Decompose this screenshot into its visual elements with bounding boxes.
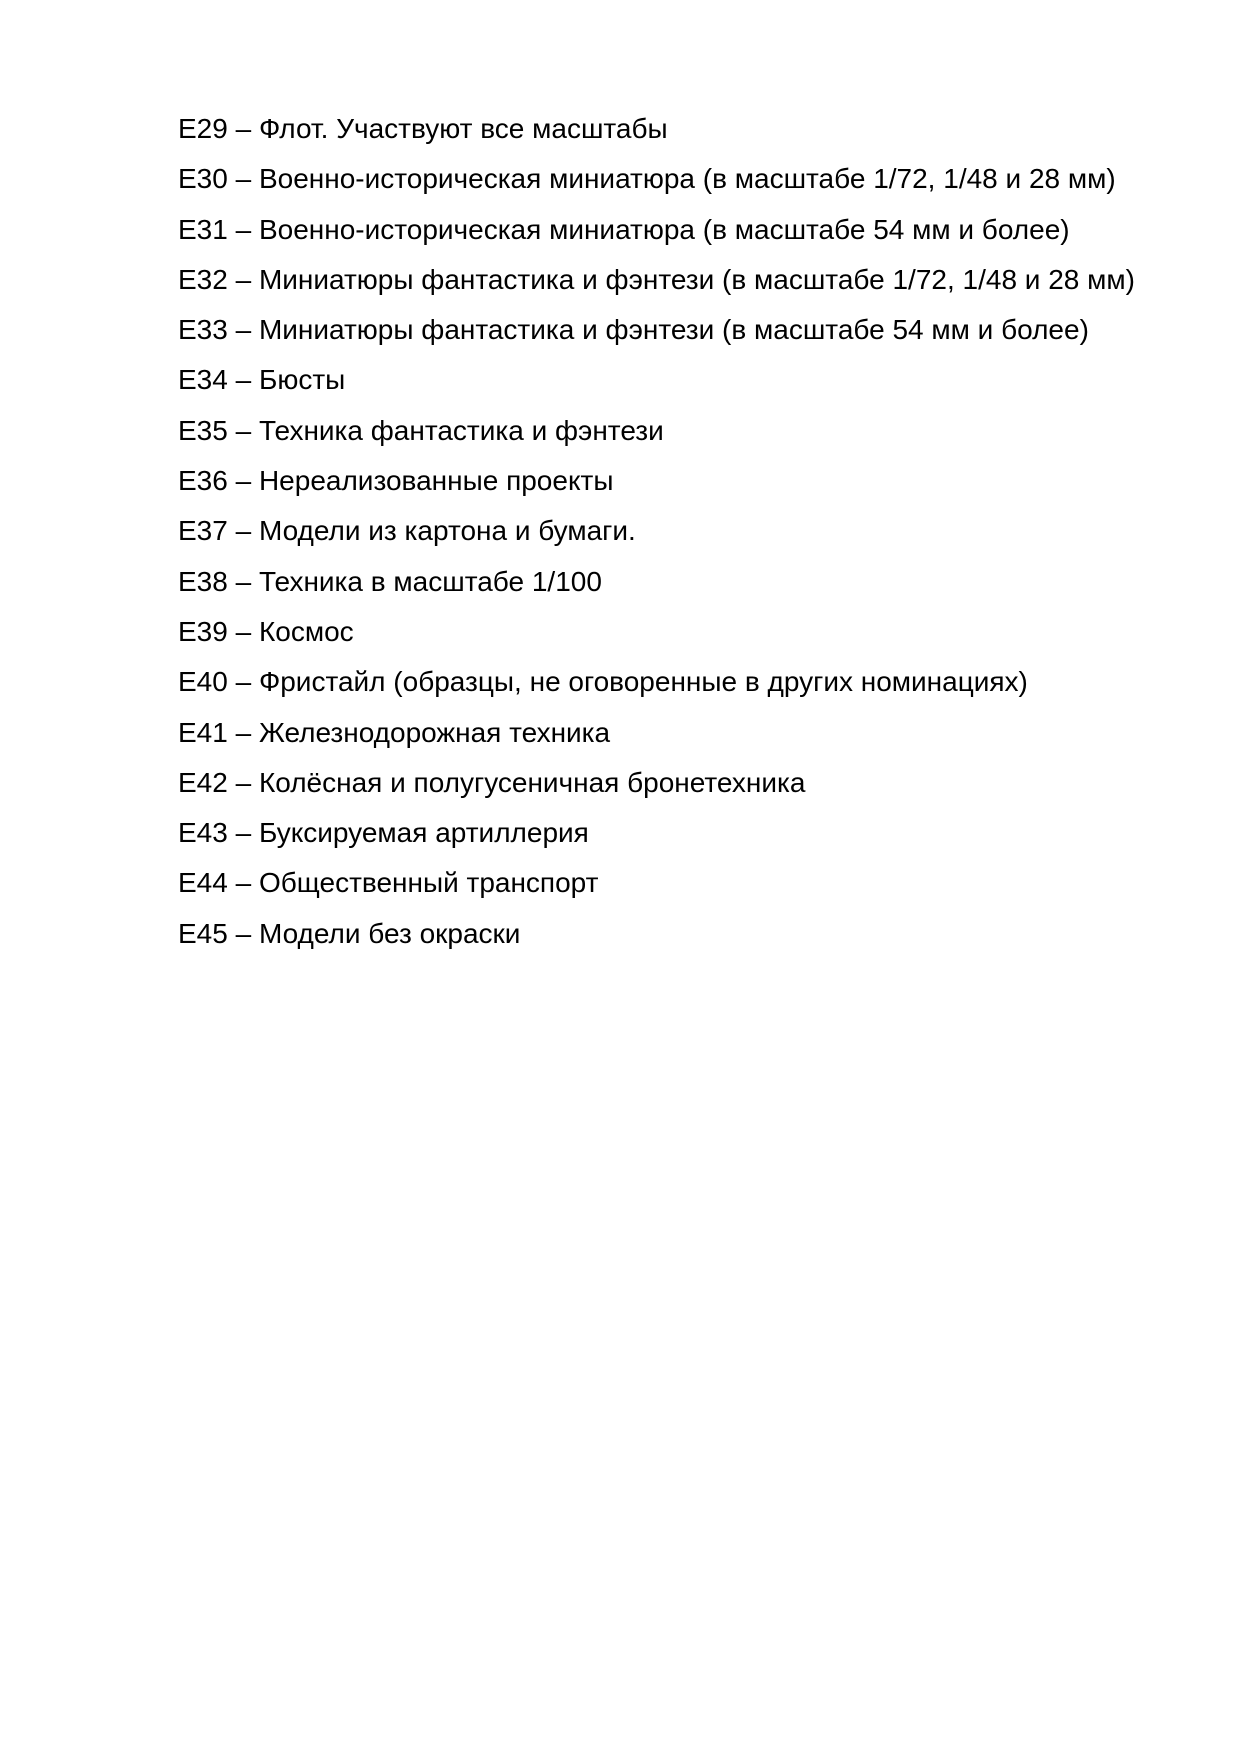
list-item-e38: E38 – Техника в масштабе 1/100 [178,565,602,597]
list-item-e35: E35 – Техника фантастика и фэнтези [178,414,664,446]
list-item-e45: E45 – Модели без окраски [178,917,521,949]
list-item-e41: E41 – Железнодорожная техника [178,716,611,748]
list-item-e37: E37 – Модели из картона и бумаги. [178,515,636,547]
list-item-e44: E44 – Общественный транспорт [178,867,599,899]
list-item-e34: E34 – Бюсты [178,364,346,396]
list-item-e29: E29 – Флот. Участвуют все масштабы [178,113,668,144]
list-item-e42: E42 – Колёсная и полугусеничная бронетехника [178,766,806,798]
list-item-e36: E36 – Нереализованные проекты [178,465,614,497]
list-item-e32: E32 – Миниатюры фантастика и фэнтези (в масштабе 1/72, 1/48 и 28 мм) [178,263,1135,295]
list-item-e39: E39 – Космос [178,615,354,647]
list-item-e33: E33 – Миниатюры фантастика и фэнтези (в масштабе 54 мм и более) [178,314,1089,346]
list-item-e43: E43 – Буксируемая артиллерия [178,817,589,849]
list-item-e40: E40 – Фристайл (образцы, не оговоренные в других номинациях) [178,666,1028,698]
category-list [178,104,1158,959]
list-item-e30: E30 – Военно-историческая миниатюра (в масштабе 1/72, 1/48 и 28 мм) [178,163,1116,195]
list-item-e31: E31 – Военно-историческая миниатюра (в масштабе 54 мм и более) [178,213,1070,245]
